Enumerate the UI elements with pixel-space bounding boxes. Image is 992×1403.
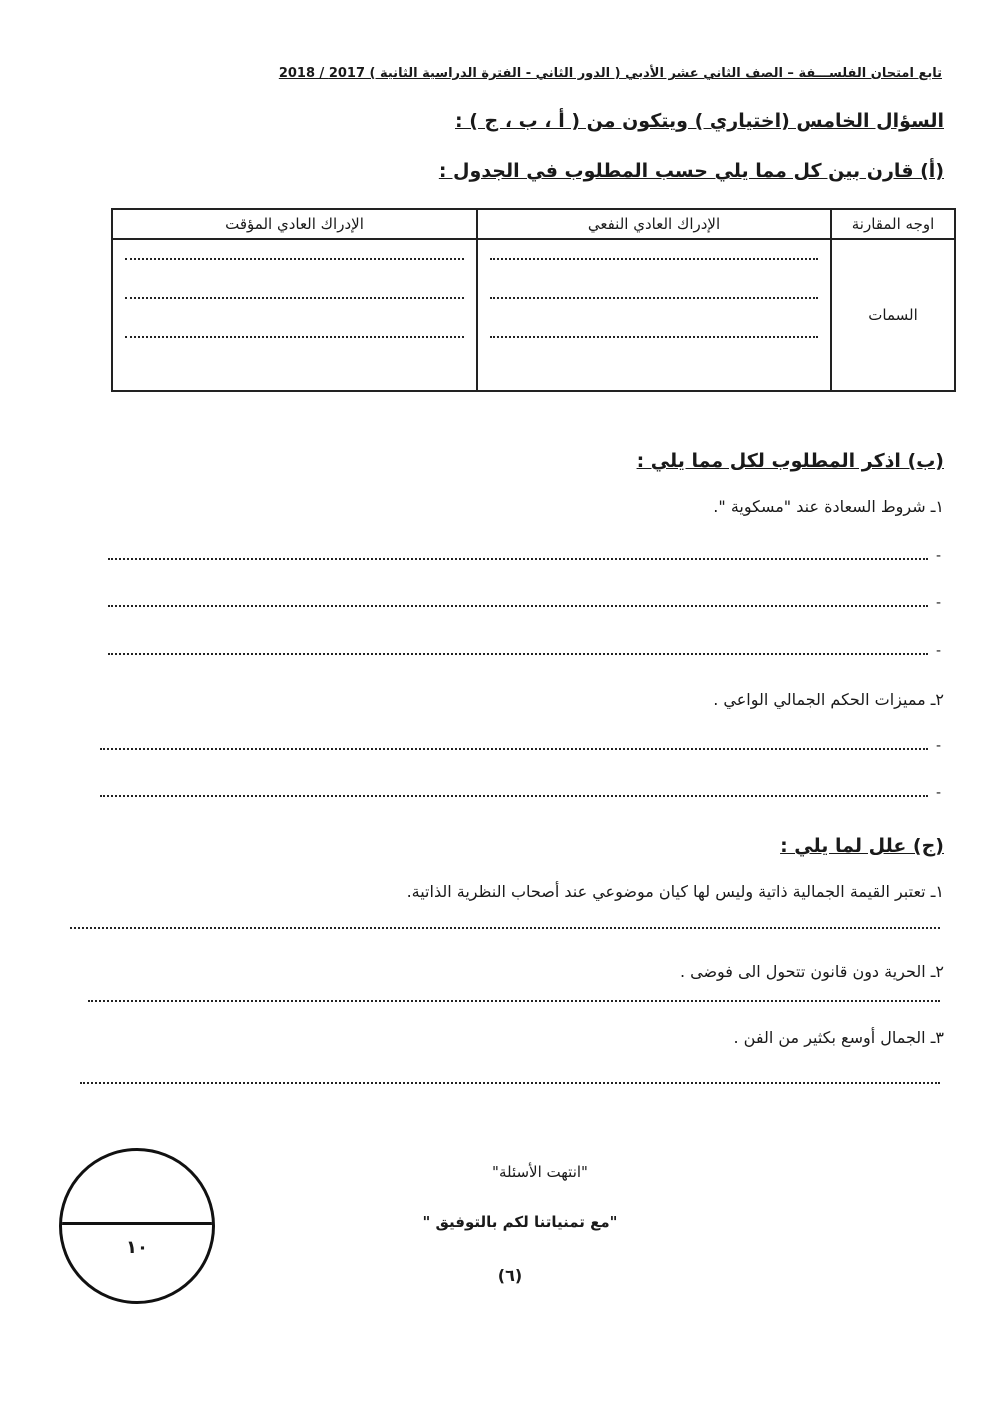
answer-line[interactable] <box>100 795 928 797</box>
answer-cell-utilitarian[interactable] <box>477 239 831 391</box>
score-divider <box>62 1222 212 1225</box>
part-a-title: (أ) قارن بين كل مما يلي حسب المطلوب في الجدول : <box>438 160 944 182</box>
table-header-aspects: اوجه المقارنة <box>831 209 955 239</box>
score-circle <box>59 1148 215 1304</box>
part-b-item-1: ١ـ شروط السعادة عند "مسكوية ". <box>713 497 944 516</box>
end-of-questions: "انتهت الأسئلة" <box>492 1163 588 1181</box>
answer-line[interactable] <box>88 1000 940 1002</box>
part-b-item-2: ٢ـ مميزات الحكم الجمالي الواعي . <box>713 690 944 709</box>
table-header-temporary: الإدراك العادي المؤقت <box>112 209 477 239</box>
part-c-item-3: ٣ـ الجمال أوسع بكثير من الفن . <box>733 1028 944 1047</box>
answer-line[interactable] <box>70 927 940 929</box>
question-title: السؤال الخامس (اختياري ) ويتكون من ( أ ، ب ، ج ) : <box>455 110 944 132</box>
table-header-utilitarian: الإدراك العادي النفعي <box>477 209 831 239</box>
comparison-table <box>111 208 956 392</box>
part-c-item-1: ١ـ تعتبر القيمة الجمالية ذاتية وليس لها كيان موضوعي عند أصحاب النظرية الذاتية. <box>406 882 944 901</box>
total-score: ١٠ <box>126 1237 148 1258</box>
part-c-title: (ج) علل لما يلي : <box>780 835 944 857</box>
answer-line[interactable] <box>108 653 928 655</box>
page-number: (٦) <box>497 1266 523 1285</box>
answer-line[interactable] <box>108 605 928 607</box>
table-row-label: السمات <box>831 239 955 391</box>
answer-line[interactable] <box>108 558 928 560</box>
good-luck-note: "مع تمنياتنا لكم بالتوفيق " <box>422 1213 618 1231</box>
answer-line[interactable] <box>100 748 928 750</box>
exam-header: تابع امتحان الفلســـفة – الصف الثاني عشر الأدبي ( الدور الثاني - الفترة الدراسية الثانية ) 2017 / 2018 <box>278 66 942 81</box>
answer-line[interactable] <box>80 1082 940 1084</box>
part-b-title: (ب) اذكر المطلوب لكل مما يلي : <box>636 450 944 472</box>
part-c-item-2: ٢ـ الحرية دون قانون تتحول الى فوضى . <box>679 962 944 981</box>
answer-cell-temporary[interactable] <box>112 239 477 391</box>
